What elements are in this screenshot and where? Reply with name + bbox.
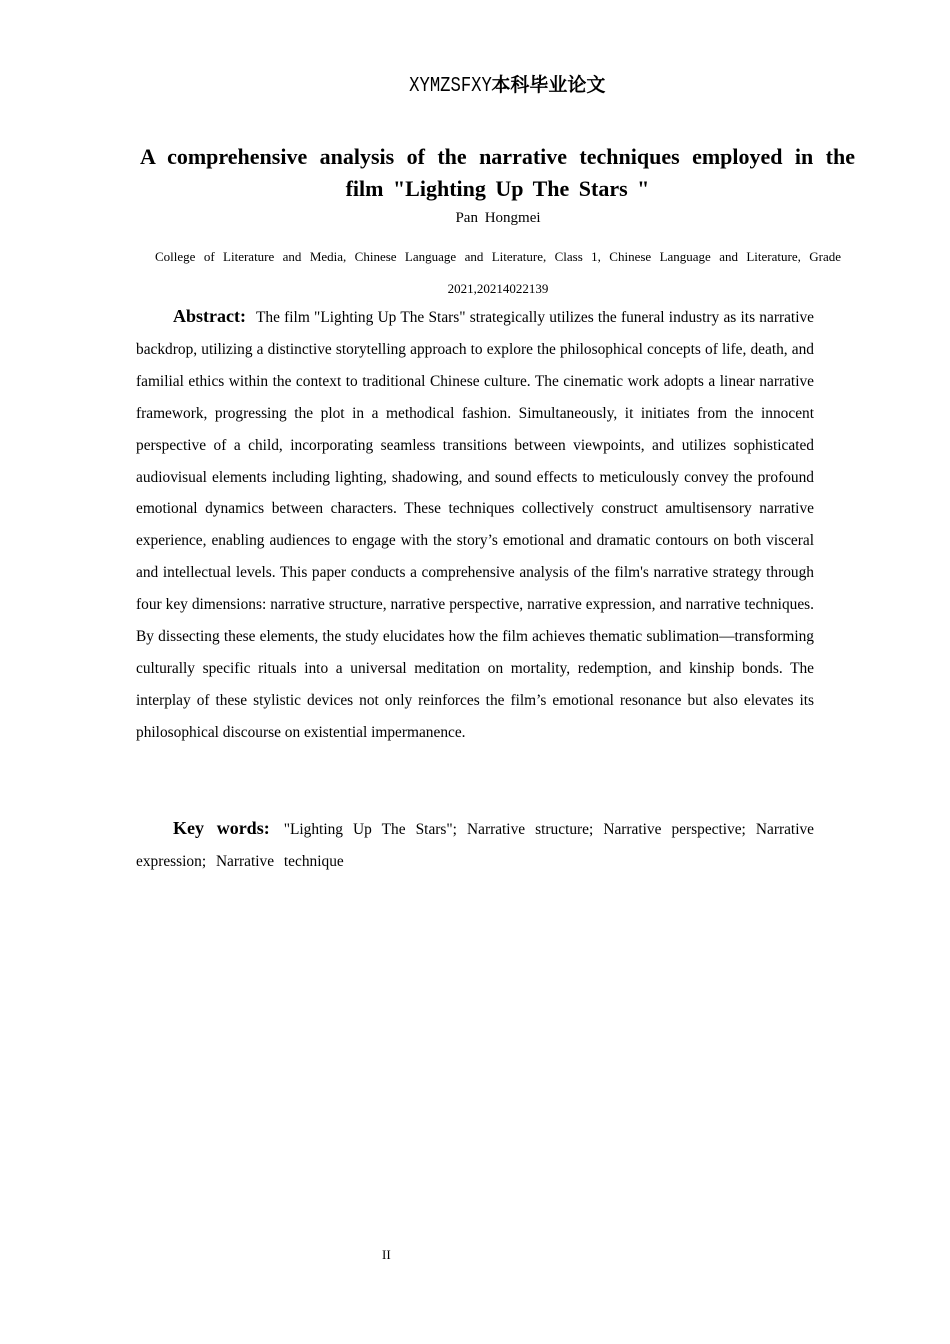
header-thesis-label: 本科毕业论文 (491, 74, 606, 96)
page-number: II (382, 1247, 391, 1262)
keywords-text: "Lighting Up The Stars"; Narrative structure; Narrative perspective; Narrative expression; Narrative technique (136, 821, 814, 870)
header-school-code: XYMZSFXY (408, 75, 492, 98)
abstract-section (136, 301, 814, 749)
keywords-section (136, 813, 814, 877)
author-affiliation: College of Literature and Media, Chinese Language and Literature, Class 1, Chinese Language and Literature, Grade 2021,20214022139 (155, 249, 841, 296)
abstract-label: Abstract: (173, 306, 246, 326)
keywords-label: Key words: (173, 818, 270, 838)
author-name: Pan Hongmei (455, 210, 541, 226)
paper-title: A comprehensive analysis of the narrative techniques employed in the film "Lighting Up The Stars " (140, 144, 855, 201)
running-header (0, 70, 950, 98)
abstract-text: The film "Lighting Up The Stars" strategically utilizes the funeral industry as its narrative backdrop, utilizing a distinctive storytelling approach to explore the philosophical concepts of life, death, and familial ethics within the context to traditional Chinese culture. The cinematic work adopts a linear narrative framework, progressing the plot in a methodical fashion. Simultaneously, it initiates from the innocent perspective of a child, incorporating seamless transitions between viewpoints, and utilizes sophisticated audiovisual elements including lighting, shadowing, and sound effects to meticulously convey the profound emotional dynamics between characters. These techniques collectively construct amultisensory narrative experience, enabling audiences to engage with the story’s emotional and dramatic contours on both visceral and intellectual levels. This paper conducts a comprehensive analysis of the film's narrative strategy through four key dimensions: narrative structure, narrative perspective, narrative expression, and narrative techniques. By dissecting these elements, the study elucidates how the film achieves thematic sublimation—transforming culturally specific rituals into a universal meditation on mortality, redemption, and kinship bonds. The interplay of these stylistic devices not only reinforces the film’s emotional resonance but also elevates its philosophical discourse on existential impermanence. (136, 309, 814, 741)
